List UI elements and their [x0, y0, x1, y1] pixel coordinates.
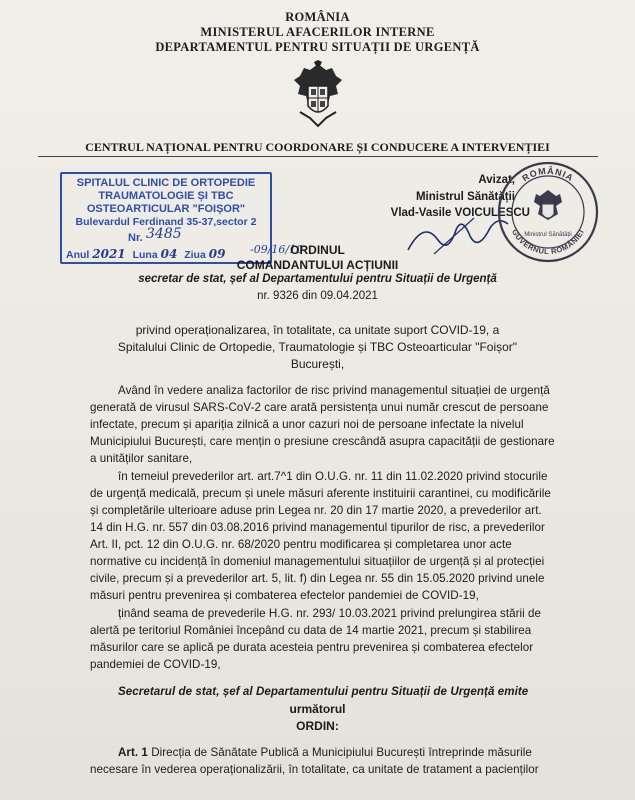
stamp-address: Bulevardul Ferdinand 35-37,sector 2 — [75, 216, 257, 228]
body-line: în temeiul prevederilor art. art.7^1 din O.U.G. nr. 11 din 11.02.2020 privind stocurile — [118, 470, 548, 483]
article-1-text: Direcția de Sănătate Publică a Municipiului București întreprinde măsurile — [151, 746, 532, 759]
approval-name: Vlad-Vasile VOICULESCU — [390, 207, 530, 219]
body-line: generată de virusul SARS-CoV-2 care arată persistența unui număr crescut de persoane — [90, 401, 549, 414]
header-ministry: MINISTERUL AFACERILOR INTERNE — [200, 25, 435, 39]
stamp-ziua-value: 09 — [208, 247, 226, 261]
emits-line-2: următorul — [289, 702, 346, 716]
stamp-nr-value: 3485 — [146, 226, 182, 242]
stamp-anul-label: Anul — [66, 249, 90, 261]
center-name: CENTRUL NAȚIONAL PENTRU COORDONARE ȘI CONDUCERE A INTERVENȚIEI — [85, 140, 550, 154]
stamp-luna-value: 04 — [160, 247, 178, 261]
stamp-luna-label: Luna — [132, 249, 158, 261]
header-department: DEPARTAMENTUL PENTRU SITUAȚII DE URGENȚĂ — [155, 40, 480, 54]
article-1-label: Art. 1 — [118, 746, 148, 759]
order-number: nr. 9326 din 09.04.2021 — [257, 290, 378, 302]
order-title: ORDINUL — [290, 243, 345, 257]
order-subtitle: COMANDANTULUI ACȚIUNII — [236, 258, 399, 272]
order-issuer: secretar de stat, șef al Departamentului pentru Situații de Urgență — [138, 273, 497, 285]
body-line: Având în vedere analiza factorilor de risc privind managementul situației de urgență — [118, 384, 550, 397]
stamp-line-1: SPITALUL CLINIC DE ORTOPEDIE — [76, 177, 256, 189]
body-line: măsuri pentru prevenirea și combaterea efectelor pandemiei de COVID-19, — [90, 589, 479, 602]
handwritten-annotation: -09/16/10 — [250, 243, 304, 256]
article-1-line-1 — [118, 746, 532, 759]
emits-line-3: ORDIN: — [296, 719, 339, 733]
seal-top-text: ROMÂNIA — [520, 165, 576, 184]
stamp-nr-label: Nr. — [128, 232, 143, 244]
body-line: măsurilor care se aplică pe durata acesteia pentru prevenirea și combaterea efectelor — [90, 641, 534, 654]
article-1-line-2: necesare în vederea operaționalizării, în totalitate, ca unitate de tratament a pacienților — [90, 763, 539, 776]
seal-bottom-text: GUVERNUL ROMÂNIEI — [509, 227, 586, 257]
body-line: de urgență medicală, precum și unele măsuri aferente instituirii carantinei, cu modificările — [90, 487, 551, 500]
seal-middle-text: Ministrul Sănătății — [524, 232, 572, 238]
purpose-line-2: Spitalului Clinic de Ortopedie, Traumatologie și TBC Osteoarticular "Foișor" — [117, 340, 518, 354]
body-line: ținând seama de prevederile H.G. nr. 293/ 10.03.2021 privind prelungirea stării de — [118, 607, 542, 620]
body-line: 14 din H.G. nr. 557 din 03.08.2016 privind managementul tipurilor de risc, a prevederilor — [90, 521, 545, 534]
body-line: pandemiei de COVID-19, — [90, 658, 221, 671]
stamp-line-2: TRAUMATOLOGIE ȘI TBC — [98, 190, 234, 202]
body-line: civile, precum și a prevederilor art. 5, lit. f) din Legea nr. 55 din 15.05.2020 privind unele — [90, 572, 545, 585]
coat-of-arms-icon — [290, 60, 346, 130]
purpose-line-3: București, — [290, 357, 345, 371]
body-line: Art. II, pct. 12 din O.U.G. nr. 68/2020 pentru modificarea și completarea unor acte — [90, 538, 512, 551]
header-divider — [38, 156, 598, 157]
body-line: infectate, precum și apariția zilnică a unor cazuri noi de persoane infectate la nivelul — [90, 418, 524, 431]
purpose-line-1: privind operaționalizarea, în totalitate, ca unitate suport COVID-19, a — [135, 323, 500, 337]
header-country: ROMÂNIA — [285, 10, 350, 24]
approval-role: Ministrul Sănătății — [415, 191, 515, 203]
stamp-anul-value: 2021 — [92, 247, 126, 261]
body-line: normative cu incidență în domeniul managementului situațiilor de urgență și al protecției — [90, 555, 545, 568]
body-line: alertă pe teritoriul României începând cu data de 14 martie 2021, precum și stabilirea — [90, 624, 532, 637]
stamp-line-3: OSTEOARTICULAR "FOIȘOR" — [86, 203, 246, 215]
body-line: și completările ulterioare aduse prin Legea nr. 20 din 17 martie 2020, a prevederilor art. — [90, 504, 542, 517]
body-line: a unităților sanitare, — [90, 452, 193, 465]
stamp-ziua-label: Ziua — [184, 249, 206, 261]
emits-line-1: Secretarul de stat, șef al Departamentului pentru Situații de Urgență emite — [118, 685, 529, 698]
body-line: Municipiului București, care mențin o presiune crescândă asupra capacității de gestionare — [90, 435, 555, 448]
approval-label: Avizat, — [478, 174, 515, 186]
